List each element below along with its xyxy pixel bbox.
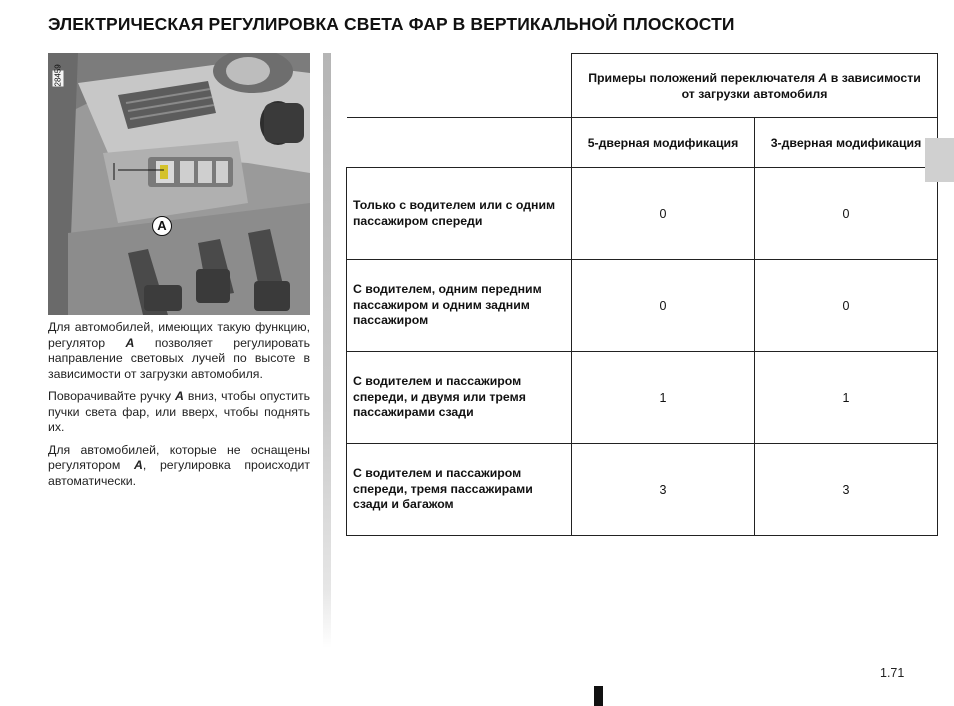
paragraph-turn-knob: Поворачивайте ручку A вниз, чтобы опустить пучки света фар, или вверх, чтобы поднять их. (48, 389, 310, 434)
value-5-door: 1 (572, 352, 755, 444)
paragraph-automatic: Для автомобилей, которые не оснащены регулятором A, регулировка происходит автоматически. (48, 442, 310, 488)
table-row (347, 260, 938, 352)
switch-position-table (346, 53, 938, 536)
dashboard-photo (48, 53, 310, 315)
callout-label: A (152, 216, 172, 236)
dashboard-illustration (48, 53, 310, 315)
column-header-3-door: 3-дверная модификация (755, 118, 938, 168)
column-header-5-door: 5-дверная модификация (572, 118, 755, 168)
row-label: С водителем, одним передним пассажиром и одним задним пассажиром (347, 260, 572, 352)
value-5-door: 0 (572, 168, 755, 260)
value-3-door: 0 (755, 168, 938, 260)
section-tab (925, 138, 954, 182)
description-text (48, 320, 310, 496)
paragraph-function: Для автомобилей, имеющих такую функцию, регулятор A позволяет регулировать направление световых лучей по высоте в зависимости от загрузки автомобиля. (48, 320, 310, 381)
table-header: Примеры положений переключателя A в зависимости от загрузки автомобиля (572, 54, 938, 118)
value-3-door: 3 (755, 444, 938, 536)
column-divider (323, 53, 331, 648)
table-row (347, 444, 938, 536)
page-number: 1.71 (880, 666, 905, 680)
value-3-door: 0 (755, 260, 938, 352)
value-5-door: 0 (572, 260, 755, 352)
page-center-mark (594, 686, 603, 706)
page-title: ЭЛЕКТРИЧЕСКАЯ РЕГУЛИРОВКА СВЕТА ФАР В ВЕРТИКАЛЬНОЙ ПЛОСКОСТИ (48, 14, 735, 34)
row-label: С водителем и пассажиром спереди, и двумя или тремя пассажирами сзади (347, 352, 572, 444)
row-label: Только с водителем или с одним пассажиром спереди (347, 168, 572, 260)
table-row (347, 168, 938, 260)
row-label: С водителем и пассажиром спереди, тремя пассажирами сзади и багажом (347, 444, 572, 536)
figure-code: 28459 (53, 64, 63, 87)
value-5-door: 3 (572, 444, 755, 536)
value-3-door: 1 (755, 352, 938, 444)
table-row (347, 352, 938, 444)
